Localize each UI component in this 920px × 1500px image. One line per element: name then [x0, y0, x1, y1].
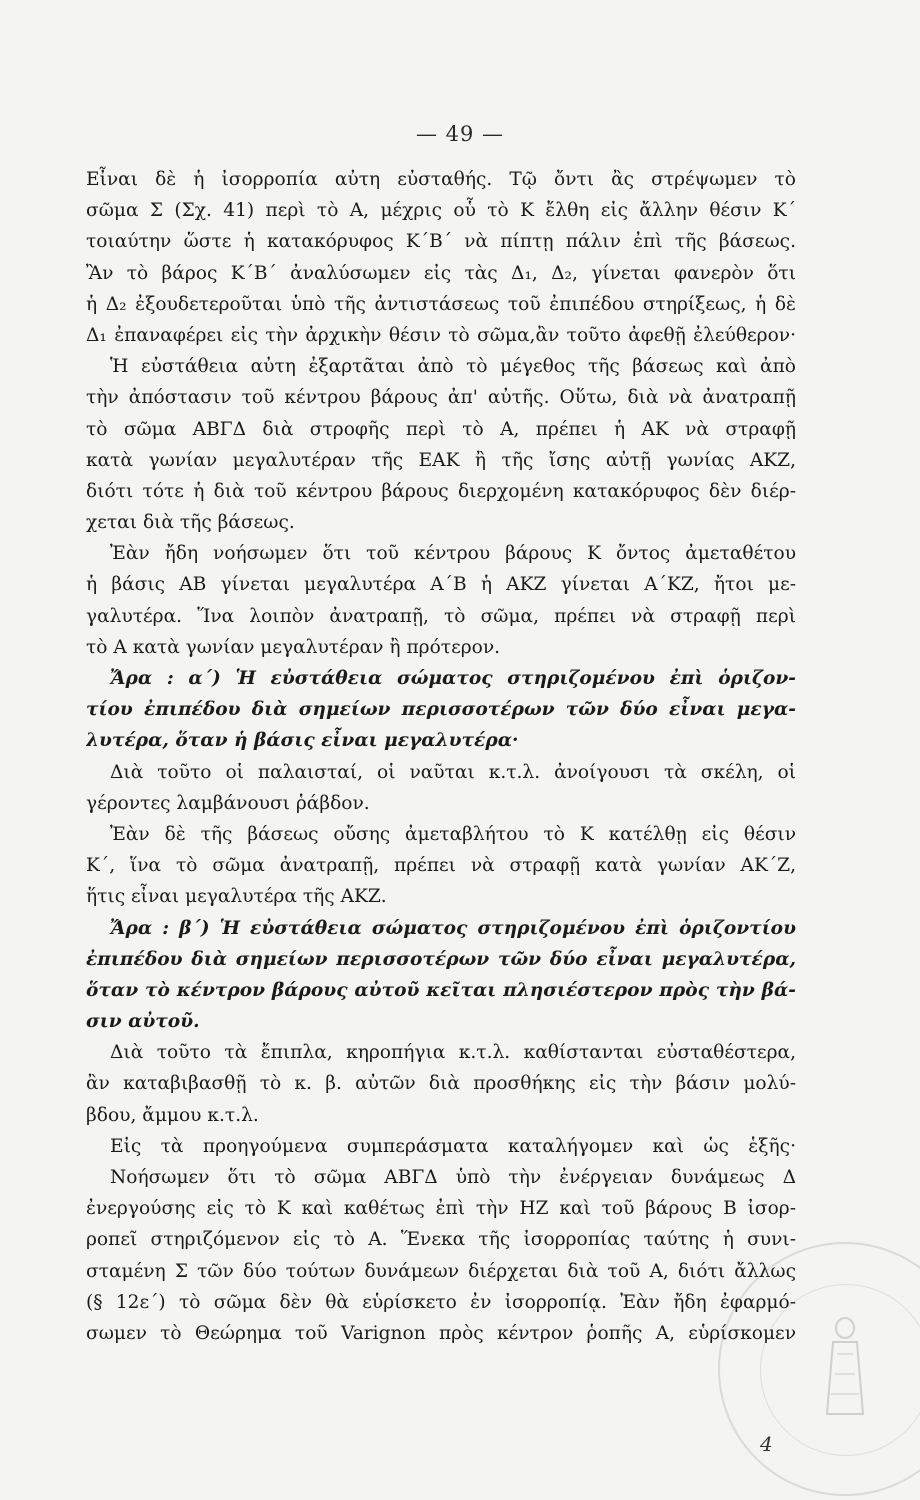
conclusion-line: ἐπιπέδου διὰ σημείων περισσοτέρων τῶν δύο εἶναι μεγαλυτέρα, [86, 948, 796, 970]
conclusion-line: Ἄρα : β΄) Ἡ εὐστάθεια σώματος στηριζομένου ἐπὶ ὁριζοντίου [110, 917, 796, 939]
text-line: Διὰ τοῦτο οἱ παλαισταί, οἱ ναῦται κ.τ.λ. ἀνοίγουσι τὰ σκέλη, οἱ [110, 761, 796, 783]
text-line: (§ 12ε΄) τὸ σῶμα δὲν θὰ εὑρίσκετο ἐν ἰσορροπίᾳ. Ἐὰν ἤδη ἐφαρμό- [86, 1291, 796, 1313]
text-line: Κ΄, ἵνα τὸ σῶμα ἀνατραπῇ, πρέπει νὰ στραφῇ κατὰ γωνίαν ΑΚ΄Ζ, [86, 855, 796, 877]
text-line: Εἶναι δὲ ἡ ἰσορροπία αὐτη εὐσταθής. Τῷ ὄντι ἂς στρέψωμεν τὸ [86, 169, 796, 190]
text-line: τὴν ἀπόστασιν τοῦ κέντρου βάρους ἀπ' αὐτῆς. Οὕτω, διὰ νὰ ἀνατραπῇ [86, 387, 796, 409]
text-line: γαλυτέρα. Ἵνα λοιπὸν ἀνατραπῇ, τὸ σῶμα, πρέπει νὰ στραφῇ περὶ [86, 605, 796, 627]
text-line: ροπεῖ στηριζόμενον εἰς τὸ Α. Ἕνεκα τῆς ἰσορροπίας ταύτης ἡ συνι- [86, 1229, 796, 1251]
text-line: Νοήσωμεν ὅτι τὸ σῶμα ΑΒΓΔ ὑπὸ τὴν ἐνέργειαν δυνάμεως Δ [110, 1167, 796, 1188]
conclusion-line: Ἄρα : α΄) Ἡ εὐστάθεια σώματος στηριζομένου ἐπὶ ὁριζον- [110, 668, 796, 689]
signature-mark: 4 [760, 1432, 773, 1456]
text-line: ἥτις εἶναι μεγαλυτέρα τῆς ΑΚΖ. [86, 886, 387, 908]
text-line: βδου, ἄμμου κ.τ.λ. [86, 1104, 259, 1126]
text-line: ἡ Δ₂ ἐξουδετεροῦται ὑπὸ τῆς ἀντιστάσεως τοῦ ἐπιπέδου στηρίξεως, ἡ δὲ [86, 293, 796, 315]
text-line: Ἐὰν ἤδη νοήσωμεν ὅτι τοῦ κέντρου βάρους Κ ὄντος ἀμεταθέτου [110, 543, 796, 565]
text-line: σταμένη Σ τῶν δύο τούτων δυνάμεων διέρχεται διὰ τοῦ Α, διότι ἄλλως [86, 1260, 796, 1282]
text-line: Δ₁ ἐπαναφέρει εἰς τὴν ἀρχικὴν θέσιν τὸ σῶμα,ἂν τοῦτο ἀφεθῇ ἐλεύθερον· [86, 324, 796, 346]
page-number: — 49 — [415, 122, 505, 146]
conclusion-line: σιν αὐτοῦ. [86, 1011, 200, 1033]
text-line: Εἰς τὰ προηγούμενα συμπεράσματα καταλήγομεν καὶ ὡς ἑξῆς· [110, 1135, 796, 1157]
text-line: Διὰ τοῦτο τὰ ἔπιπλα, κηροπήγια κ.τ.λ. καθίστανται εὐσταθέστερα, [110, 1042, 796, 1064]
text-line: ἂν καταβιβασθῇ τὸ κ. β. αὐτῶν διὰ προσθήκης εἰς τὴν βάσιν μολύ- [86, 1073, 796, 1095]
body-text [86, 164, 796, 1349]
text-line: τὸ σῶμα ΑΒΓΔ διὰ στροφῆς περὶ τὸ Α, πρέπει ἡ ΑΚ νὰ στραφῇ [86, 418, 796, 440]
text-line: σωμεν τὸ Θεώρημα τοῦ Varignon πρὸς κέντρον ῥοπῆς Α, εὑρίσκομεν [86, 1322, 796, 1344]
text-line: Ἐὰν δὲ τῆς βάσεως οὔσης ἀμεταβλήτου τὸ Κ κατέλθῃ εἰς θέσιν [110, 823, 796, 845]
text-line: κατὰ γωνίαν μεγαλυτέραν τῆς ΕΑΚ ἢ τῆς ἴσης αὐτῇ γωνίας ΑΚΖ, [86, 449, 796, 471]
text-line: Ἡ εὐστάθεια αὐτη ἐξαρτᾶται ἀπὸ τὸ μέγεθος τῆς βάσεως καὶ ἀπὸ [110, 356, 796, 378]
conclusion-line: ὅταν τὸ κέντρον βάρους αὐτοῦ κεῖται πλησιέστερον πρὸς τὴν βά- [86, 979, 796, 1001]
conclusion-line: λυτέρα, ὅταν ἡ βάσις εἶναι μεγαλυτέρα· [86, 730, 519, 752]
text-line: γέροντες λαμβάνουσι ῥάβδον. [86, 792, 370, 814]
text-line: ἐνεργούσης εἰς τὸ Κ καὶ καθέτως ἐπὶ τὴν ΗΖ καὶ τοῦ βάρους Β ἰσορ- [86, 1198, 796, 1220]
conclusion-line: τίου ἐπιπέδου διὰ σημείων περισσοτέρων τῶν δύο εἶναι μεγα- [86, 699, 796, 721]
text-line: Ἂν τὸ βάρος Κ΄Β΄ ἀναλύσωμεν εἰς τὰς Δ₁, Δ₂, γίνεται φανερὸν ὅτι [86, 262, 796, 284]
text-line: χεται διὰ τῆς βάσεως. [86, 512, 295, 534]
text-line: διότι τότε ἡ διὰ τοῦ κέντρου βάρους διερχομένη κατακόρυφος δὲν διέρ- [86, 480, 796, 502]
text-line: ἡ βάσις ΑΒ γίνεται μεγαλυτέρα Α΄Β ἡ ΑΚΖ γίνεται Α΄ΚΖ, ἤτοι με- [86, 574, 796, 596]
text-line: τοιαύτην ὥστε ἡ κατακόρυφος Κ΄Β΄ νὰ πίπτῃ πάλιν ἐπὶ τῆς βάσεως. [86, 231, 796, 253]
text-line: τὸ Α κατὰ γωνίαν μεγαλυτέραν ἢ πρότερον. [86, 636, 501, 658]
text-line: σῶμα Σ (Σχ. 41) περὶ τὸ Α, μέχρις οὗ τὸ Κ ἔλθη εἰς ἄλλην θέσιν Κ΄ [86, 200, 796, 222]
stamp-figure-icon [815, 1314, 875, 1424]
